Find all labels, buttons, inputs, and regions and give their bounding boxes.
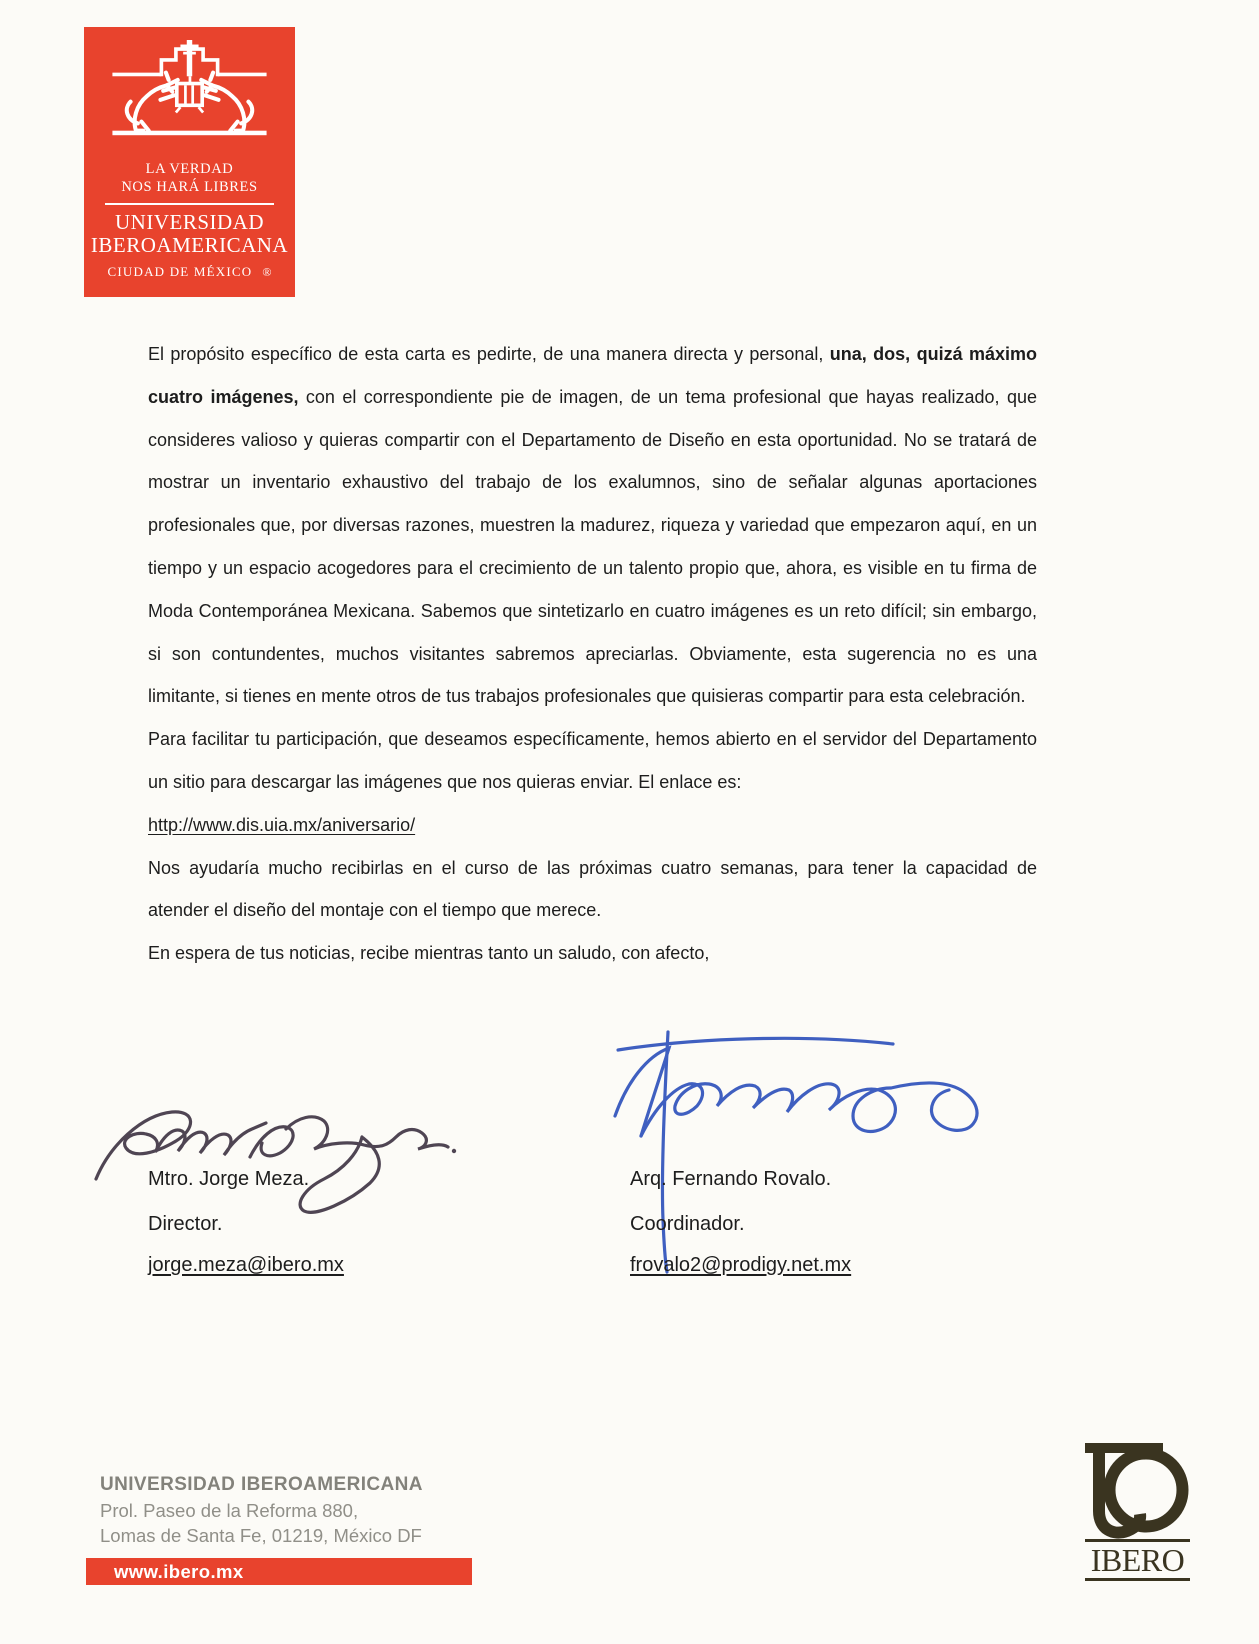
closing-line: En espera de tus noticias, recibe mientras tanto un saludo, con afecto,	[148, 943, 710, 964]
signatory-left-email-link[interactable]: jorge.meza@ibero.mx	[148, 1254, 344, 1276]
paragraph-1-text: El propósito específico de esta carta es pedirte, de una manera directa y personal,	[148, 344, 830, 364]
motto-line-1: LA VERDAD	[145, 161, 234, 177]
footer-address-line2: Lomas de Santa Fe, 01219, México DF	[100, 1525, 422, 1546]
campus-line	[84, 264, 295, 280]
university-name-line-1: UNIVERSIDAD	[115, 210, 264, 234]
jorge-meza-signature	[90, 1085, 460, 1225]
paragraph-1-bold-text: una, dos, quizá máximo cuatro imágenes,	[148, 344, 1037, 407]
website-url: www.ibero.mx	[114, 1561, 244, 1582]
download-site-link[interactable]: http://www.dis.uia.mx/aniversario/	[148, 814, 416, 835]
signatory-right-email-link[interactable]: frovalo2@prodigy.net.mx	[630, 1254, 852, 1276]
footer-address-line1: Prol. Paseo de la Reforma 880,	[100, 1500, 359, 1521]
ibero-70-logo	[1085, 1443, 1190, 1583]
paragraph-3: Nos ayudaría mucho recibirlas en el curso de las próximas cuatro semanas, para tener la capacidad de atender el diseño del montaje con el tiempo que merece.	[148, 857, 1037, 921]
university-crest-icon	[94, 40, 285, 147]
anniversary-70-mark-icon	[1085, 1443, 1190, 1539]
fernando-rovalo-signature	[595, 1020, 995, 1280]
wolf-left-icon	[127, 73, 178, 131]
letterhead-divider	[105, 203, 274, 205]
letter-body	[148, 333, 1037, 975]
registered-trademark-icon: ®	[262, 265, 272, 279]
signatory-left-name: Mtro. Jorge Meza.	[148, 1168, 310, 1190]
website-bar[interactable]	[86, 1558, 472, 1585]
wolf-right-icon	[201, 73, 252, 131]
campus-city: CIUDAD DE MÉXICO	[107, 264, 253, 279]
ibero-wordmark: IBERO	[1090, 1542, 1185, 1578]
letterhead-logo	[84, 27, 295, 297]
university-name-line-2: IBEROAMERICANA	[90, 233, 289, 257]
download-link-line	[148, 804, 1037, 847]
footer-org-name: UNIVERSIDAD IBEROAMERICANA	[100, 1474, 423, 1495]
paragraph-2: Para facilitar tu participación, que deseamos específicamente, hemos abierto en el servidor del Departamento un sitio para descargar las imágenes que nos quieras enviar. El enlace es:	[148, 729, 1037, 792]
signatory-left-title: Director.	[148, 1213, 223, 1235]
paragraph-1	[148, 333, 1037, 718]
paragraph-1-text-cont: con el correspondiente pie de imagen, de un tema profesional que hayas realizado, que consideres valioso y quieras compartir con el Departamento de Diseño en esta oportunidad. No se tratará de mostrar un inventario exhaustivo del trabajo de los exalumnos, sino de señalar algunas aportaciones profesionales que, por diversas razones, muestren la madurez, riqueza y variedad que empezaron aquí, en un tiempo y un espacio acogedores para el crecimiento de un talento propio que, ahora, es visible en tu firma de Moda Contemporánea Mexicana. Sabemos que sintetizarlo en cuatro imágenes es un reto difícil; sin embargo, si son contundentes, muchos visitantes sabremos apreciarlas. Obviamente, esta sugerencia no es una limitante, si tienes en mente otros de tus trabajos profesionales que quisieras compartir para esta celebración.	[148, 386, 1037, 707]
ibero-rule-bottom	[1085, 1578, 1190, 1581]
motto-line-2: NOS HARÁ LIBRES	[121, 179, 258, 195]
signatory-right-title: Coordinador.	[630, 1213, 745, 1235]
signatory-right-name: Arq. Fernando Rovalo.	[630, 1168, 832, 1190]
